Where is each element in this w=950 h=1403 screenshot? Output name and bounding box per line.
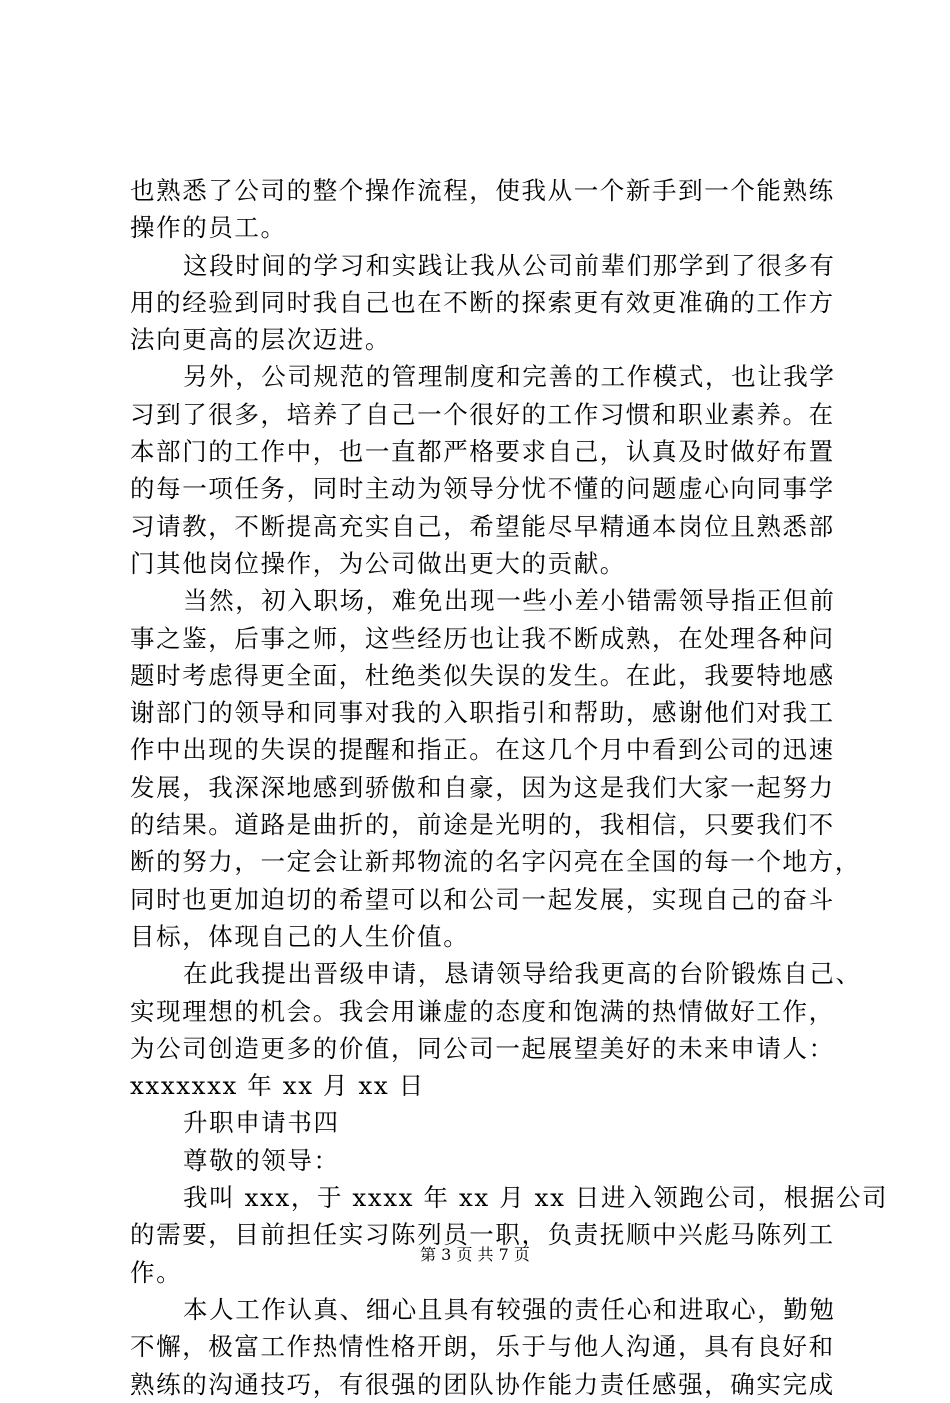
text-line: 这段时间的学习和实践让我从公司前辈们那学到了很多有 (183, 250, 836, 280)
text-line: 目标，体现自己的人生价值。 (130, 921, 470, 951)
text-line: 习到了很多，培养了自己一个很好的工作习惯和职业素养。在 (130, 399, 835, 429)
text-line: 为公司创造更多的价值，同公司一起展望美好的未来申请人： (130, 1033, 835, 1063)
text-line: 作中出现的失误的提醒和指正。在这几个月中看到公司的迅速 (130, 735, 835, 765)
text-line: 的结果。道路是曲折的，前途是光明的，我相信，只要我们不 (130, 810, 835, 840)
text-line: 熟练的沟通技巧，有很强的团队协作能力责任感强，确实完成 (130, 1369, 835, 1399)
text-line: 另外，公司规范的管理制度和完善的工作模式，也让我学 (183, 362, 836, 392)
text-line: 尊敬的领导： (183, 1145, 340, 1175)
text-line: 实现理想的机会。我会用谦虚的态度和饱满的热情做好工作， (130, 996, 835, 1026)
text-line: 法向更高的层次迈进。 (130, 325, 391, 355)
text-line: 的每一项任务，同时主动为领导分忧不懂的问题虚心向同事学 (130, 474, 835, 504)
text-line: 门其他岗位操作，为公司做出更大的贡献。 (130, 548, 626, 578)
text-line: 谢部门的领导和同事对我的入职指引和帮助，感谢他们对我工 (130, 698, 835, 728)
document-body (130, 172, 889, 1403)
text-line: 我叫 xxx，于 xxxx 年 xx 月 xx 日进入领跑公司，根据公司 (183, 1183, 889, 1213)
text-line: 操作的员工。 (130, 213, 287, 243)
page-footer: 第 3 页 共 7 页 (420, 1245, 530, 1264)
text-line: 同时也更加迫切的希望可以和公司一起发展，实现自己的奋斗 (130, 884, 835, 914)
text-line: 作。 (130, 1257, 183, 1287)
text-line: 升职申请书四 (183, 1108, 340, 1138)
text-line: 本部门的工作中，也一直都严格要求自己，认真及时做好布置 (130, 437, 835, 467)
text-line: 习请教，不断提高充实自己，希望能尽早精通本岗位且熟悉部 (130, 511, 835, 541)
text-line: 用的经验到同时我自己也在不断的探索更有效更准确的工作方 (130, 287, 835, 317)
text-line: 事之鉴，后事之师，这些经历也让我不断成熟，在处理各种问 (130, 623, 835, 653)
text-line: 不懈，极富工作热情性格开朗，乐于与他人沟通，具有良好和 (130, 1332, 835, 1362)
text-line: 当然，初入职场，难免出现一些小差小错需领导指正但前 (183, 586, 836, 616)
text-line: 发展，我深深地感到骄傲和自豪，因为这是我们大家一起努力 (130, 772, 835, 802)
text-line: 本人工作认真、细心且具有较强的责任心和进取心，勤勉 (183, 1294, 836, 1324)
text-line: 的需要，目前担任实习陈列员一职，负责抚顺中兴彪马陈列工 (130, 1220, 835, 1250)
text-line: 也熟悉了公司的整个操作流程，使我从一个新手到一个能熟练 (130, 176, 835, 205)
text-line: 断的努力，一定会让新邦物流的名字闪亮在全国的每一个地方， (130, 847, 861, 877)
text-line: 在此我提出晋级申请，恳请领导给我更高的台阶锻炼自己、 (183, 959, 862, 989)
text-line: xxxxxxx 年 xx 月 xx 日 (130, 1071, 425, 1101)
text-line: 题时考虑得更全面，杜绝类似失误的发生。在此，我要特地感 (130, 660, 835, 690)
